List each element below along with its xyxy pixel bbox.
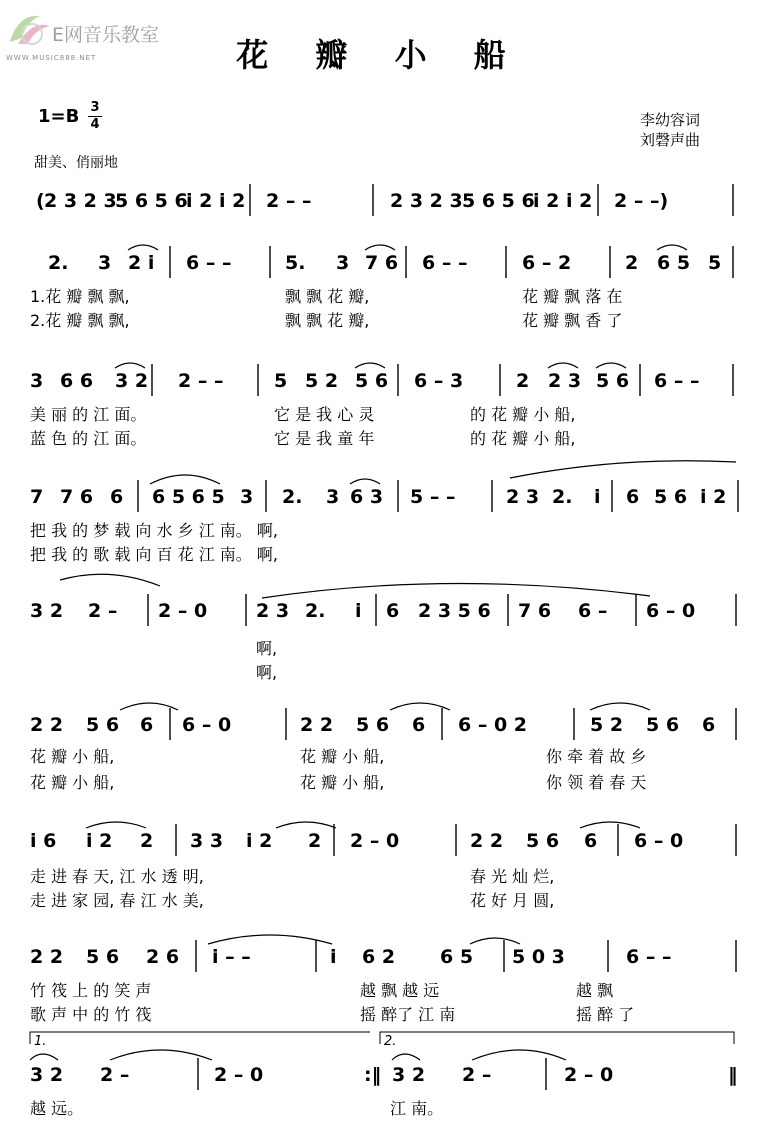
note-group: 5 – – <box>410 486 456 508</box>
lyric-phrase: 飘 飘 花 瓣, <box>285 311 370 330</box>
note-group: 5 6 <box>646 714 680 736</box>
note-group: 3 <box>98 252 112 274</box>
note-group: i <box>355 600 362 622</box>
note-group: 3 2 <box>30 1064 64 1086</box>
lyricist: 李幼容词 <box>640 111 701 129</box>
watermark-name: E网音乐教室 <box>52 24 160 46</box>
note-group: 2 – – <box>266 190 312 212</box>
lyric-phrase: 歌 声 中 的 竹 筏 <box>30 1005 152 1024</box>
note-group: i 2 <box>700 486 727 508</box>
lyric-phrase: 啊, <box>256 639 278 658</box>
note-group: i 6 <box>30 830 57 852</box>
note-group: 6 – 2 <box>522 252 572 274</box>
song-title: 花 瓣 小 船 <box>236 36 524 74</box>
note-group: 3 2 <box>392 1064 426 1086</box>
note-group: 5. <box>285 252 306 274</box>
note-group: i – – <box>212 946 251 968</box>
note-group: 3 2 <box>30 600 64 622</box>
note-group: 2 <box>308 830 322 852</box>
note-group: 2 2 <box>470 830 504 852</box>
note-group: 6 – 3 <box>414 370 464 392</box>
note-group: 2 3 2 3 <box>44 190 117 212</box>
note-group: 2 – 0 <box>158 600 208 622</box>
lyric-phrase: 把 我 的 歌 载 向 百 花 江 南。 啊, <box>30 545 278 564</box>
lyric-phrase: 花 瓣 小 船, <box>300 747 385 766</box>
note-group: 6 <box>386 600 400 622</box>
note-group: 2 – <box>462 1064 492 1086</box>
note-group: 6 <box>110 486 124 508</box>
note-group: 3 <box>240 486 254 508</box>
note-group: 3 <box>326 486 340 508</box>
note-group: i <box>594 486 601 508</box>
note-group: 6 – 0 <box>646 600 696 622</box>
note-group: 2 – 0 <box>564 1064 614 1086</box>
lyric-phrase: 花 好 月 圆, <box>470 891 555 910</box>
note-group: 6 5 6 5 <box>152 486 225 508</box>
note-group: 5 6 <box>86 946 120 968</box>
note-group: 7 6 <box>365 252 399 274</box>
note-group: 3 <box>30 370 44 392</box>
note-group: 5 6 <box>356 714 390 736</box>
note-group: 6 – 0 2 <box>458 714 528 736</box>
note-group: 2 <box>516 370 530 392</box>
note-group: 6 <box>626 486 640 508</box>
lyric-phrase: 花 瓣 小 船, <box>30 747 115 766</box>
note-group: 6 – 0 <box>182 714 232 736</box>
lyric-phrase: 1.花 瓣 飘 飘, <box>30 287 130 306</box>
lyric-phrase: 它 是 我 心 灵 <box>274 405 375 424</box>
note-group: 2 2 <box>300 714 334 736</box>
note-group: 2 i <box>128 252 155 274</box>
lyric-phrase: 的 花 瓣 小 船, <box>470 429 576 448</box>
time-numerator: 3 <box>90 100 100 115</box>
note-group: 5 6 5 6 <box>115 190 188 212</box>
lyric-phrase: 越 飘 <box>576 981 614 1000</box>
note-group: 2. <box>282 486 303 508</box>
note-group: 2 – <box>88 600 118 622</box>
note-group: 5 6 <box>654 486 688 508</box>
note-group: 3 <box>336 252 350 274</box>
note-group: 2 3 <box>548 370 582 392</box>
lyric-phrase: 江 南。 <box>390 1099 444 1118</box>
note-group: 6 – – <box>186 252 232 274</box>
lyric-phrase: 它 是 我 童 年 <box>274 429 375 448</box>
note-group: 6 – 0 <box>634 830 684 852</box>
note-group: 2 3 5 6 <box>418 600 491 622</box>
note-group: 2 <box>625 252 639 274</box>
time-denominator: 4 <box>90 117 100 132</box>
lyric-phrase: 美 丽 的 江 面。 <box>30 405 147 424</box>
note-group: i 2 i 2 <box>186 190 246 212</box>
lyric-phrase: 摇 醉 了 <box>576 1005 635 1024</box>
note-group: 5 6 <box>355 370 389 392</box>
note-group: 5 2 <box>590 714 624 736</box>
note-group: 2. <box>305 600 326 622</box>
lyric-phrase: 你 牵 着 故 乡 <box>546 747 647 766</box>
note-group: 2 3 2 3 <box>390 190 463 212</box>
lyric-phrase: 你 领 着 春 天 <box>546 773 647 792</box>
note-group: 2 3 <box>506 486 540 508</box>
note-group: i 2 <box>246 830 273 852</box>
barline: ‖ <box>728 1064 738 1086</box>
note-group: 2 – 0 <box>350 830 400 852</box>
note-group: 2 – <box>100 1064 130 1086</box>
note-group: i 2 <box>86 830 113 852</box>
lyric-phrase: 花 瓣 飘 香 了 <box>522 311 623 330</box>
note-group: 2 – –) <box>614 190 669 212</box>
note-group: 3 3 <box>190 830 224 852</box>
lyric-phrase: 啊, <box>256 663 278 682</box>
lyric-phrase: 走 进 家 园, 春 江 水 美, <box>30 891 204 910</box>
note-group: 5 2 <box>305 370 339 392</box>
note-group: 5 0 3 <box>512 946 565 968</box>
lyric-phrase: 摇 醉了 江 南 <box>360 1005 456 1024</box>
note-group: 7 6 <box>60 486 94 508</box>
note-group: 2. <box>552 486 573 508</box>
note-group: 5 6 5 6 <box>462 190 535 212</box>
note-group: 6 – – <box>626 946 672 968</box>
watermark-url: WWW.MUSIC888.NET <box>6 54 97 62</box>
note-group: 6 – – <box>654 370 700 392</box>
note-group: 6 5 <box>440 946 474 968</box>
note-group: i <box>330 946 337 968</box>
note-group: 7 6 <box>518 600 552 622</box>
composer: 刘磬声曲 <box>640 131 701 149</box>
key-signature: 1=B <box>38 106 80 127</box>
lyric-phrase: 2.花 瓣 飘 飘, <box>30 311 130 330</box>
note-group: 2 – – <box>178 370 224 392</box>
note-group: 6 – – <box>422 252 468 274</box>
note-group: 6 <box>702 714 716 736</box>
lyric-phrase: 花 瓣 小 船, <box>30 773 115 792</box>
note-group: 6 <box>140 714 154 736</box>
note-group: 5 6 <box>526 830 560 852</box>
note-group: 6 – <box>578 600 608 622</box>
note-group: 2 2 <box>30 714 64 736</box>
note-group: 5 6 <box>596 370 630 392</box>
lyric-phrase: 越 飘 越 远 <box>360 981 440 1000</box>
lyric-phrase: 花 瓣 小 船, <box>300 773 385 792</box>
note-group: ( <box>36 190 45 212</box>
lyric-phrase: 飘 飘 花 瓣, <box>285 287 370 306</box>
note-group: i 2 i 2 <box>533 190 593 212</box>
note-group: 2 2 <box>30 946 64 968</box>
note-group: 7 <box>30 486 44 508</box>
note-group: 2 6 <box>146 946 180 968</box>
lyric-phrase: 花 瓣 飘 落 在 <box>522 287 623 306</box>
lyric-phrase: 越 远。 <box>30 1099 84 1118</box>
lyric-phrase: 蓝 色 的 江 面。 <box>30 429 147 448</box>
note-group: 5 <box>708 252 722 274</box>
note-group: 6 2 <box>362 946 396 968</box>
note-group: 5 6 <box>86 714 120 736</box>
volta-2-label: 2. <box>384 1034 397 1049</box>
note-group: 6 <box>412 714 426 736</box>
lyric-phrase: 走 进 春 天, 江 水 透 明, <box>30 867 204 886</box>
expression-mark: 甜美、俏丽地 <box>34 155 118 171</box>
note-group: 5 <box>274 370 288 392</box>
note-group: 2 3 <box>256 600 290 622</box>
lyric-phrase: 的 花 瓣 小 船, <box>470 405 576 424</box>
note-group: 6 <box>584 830 598 852</box>
note-group: 3 2 <box>115 370 149 392</box>
note-group: 2 <box>140 830 154 852</box>
lyric-phrase: 竹 筏 上 的 笑 声 <box>30 981 152 1000</box>
barline: :‖ <box>364 1064 382 1086</box>
lyric-phrase: 把 我 的 梦 载 向 水 乡 江 南。 啊, <box>30 521 278 540</box>
note-group: 6 3 <box>350 486 384 508</box>
note-group: 2. <box>48 252 69 274</box>
note-group: 6 6 <box>60 370 94 392</box>
note-group: 6 5 <box>657 252 691 274</box>
volta-1-label: 1. <box>34 1034 47 1049</box>
note-group: 2 – 0 <box>214 1064 264 1086</box>
lyric-phrase: 春 光 灿 烂, <box>470 867 555 886</box>
